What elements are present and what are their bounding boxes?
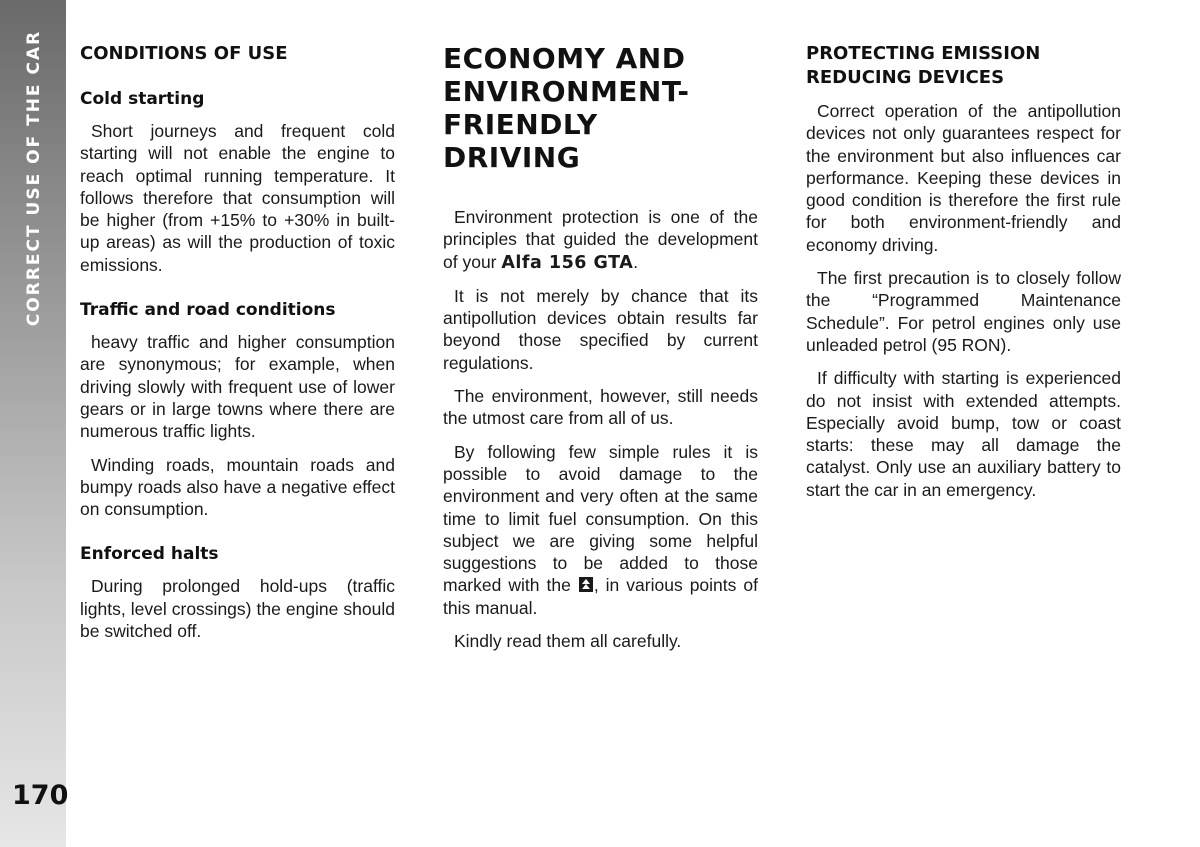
- title-line-4: DRIVING: [443, 141, 581, 174]
- title-line-3: FRIENDLY: [443, 108, 598, 141]
- traffic-paragraph-2: Winding roads, mountain roads and bumpy roads also have a negative effect on consumption.: [80, 454, 395, 520]
- protecting-devices-heading: [806, 42, 1121, 90]
- conditions-of-use-heading: CONDITIONS OF USE: [80, 43, 288, 64]
- title-line-2: ENVIRONMENT-: [443, 75, 690, 108]
- right-column: [806, 40, 1121, 501]
- enforced-halts-paragraph: During prolonged hold-ups (traffic lights, level crossings) the engine should be switched off.: [80, 576, 395, 642]
- environment-care-paragraph: The environment, however, still needs the utmost care from all of us.: [443, 386, 758, 429]
- intro-text: Environment protection is one of the principles that guided the development of your: [443, 207, 758, 272]
- enforced-halts-subheading: Enforced halts: [80, 544, 219, 565]
- cold-starting-paragraph: Short journeys and frequent cold starting will not enable the engine to reach optimal running temperature. It follows therefore that consumption will be higher (from +15% to +30% in built-up areas) as will the production of toxic emissions.: [80, 121, 395, 275]
- devices-paragraph-1: Correct operation of the antipollution devices not only guarantees respect for the environment but also influences car performance. Keeping these devices in good condition is therefore the first rule for both environment-friendly and economy driving.: [806, 101, 1121, 255]
- section-title: CORRECT USE OF THE CAR: [24, 29, 44, 327]
- middle-column: [443, 40, 758, 652]
- devices-paragraph-3: If difficulty with starting is experienced do not insist with extended attempts. Especially avoid bump, tow or coast starts: these may all damage the catalyst. Only use an auxiliary battery to start the car in an emergency.: [806, 368, 1121, 500]
- traffic-paragraph-1: heavy traffic and higher consumption are synonymous; for example, when driving slowly with frequent use of lower gears or in large towns where there are numerous traffic lights.: [80, 332, 395, 442]
- simple-rules-text: By following few simple rules it is possible to avoid damage to the environment and very often at the same time to limit fuel consumption. On this subject we are giving some helpful suggestions to be added to those marked with the: [443, 441, 758, 596]
- intro-paragraph: [443, 206, 758, 274]
- left-column: [80, 40, 395, 642]
- devices-paragraph-2: The first precaution is to closely follow the “Programmed Maintenance Schedule”. For petrol engines only use unleaded petrol (95 RON).: [806, 268, 1121, 355]
- heading-line-1: PROTECTING EMISSION: [806, 43, 1041, 64]
- traffic-conditions-subheading: Traffic and road conditions: [80, 300, 336, 321]
- heading-line-2: REDUCING DEVICES: [806, 67, 1005, 88]
- intro-end: .: [633, 251, 639, 272]
- antipollution-paragraph: It is not merely by chance that its antipollution devices obtain results far beyond those specified by current regulations.: [443, 285, 758, 373]
- model-name: Alfa 156 GTA: [501, 252, 634, 273]
- simple-rules-paragraph: [443, 441, 758, 619]
- cold-starting-subheading: Cold starting: [80, 89, 205, 109]
- simple-rules-text-end: , in various points of this manual.: [443, 575, 758, 618]
- eco-symbol-icon: [579, 577, 593, 592]
- read-carefully-paragraph: Kindly read them all carefully.: [454, 631, 682, 652]
- sidebar: [0, 0, 69, 847]
- title-line-1: ECONOMY AND: [443, 42, 686, 75]
- page-number: 170: [12, 780, 69, 811]
- economy-title: [443, 42, 758, 174]
